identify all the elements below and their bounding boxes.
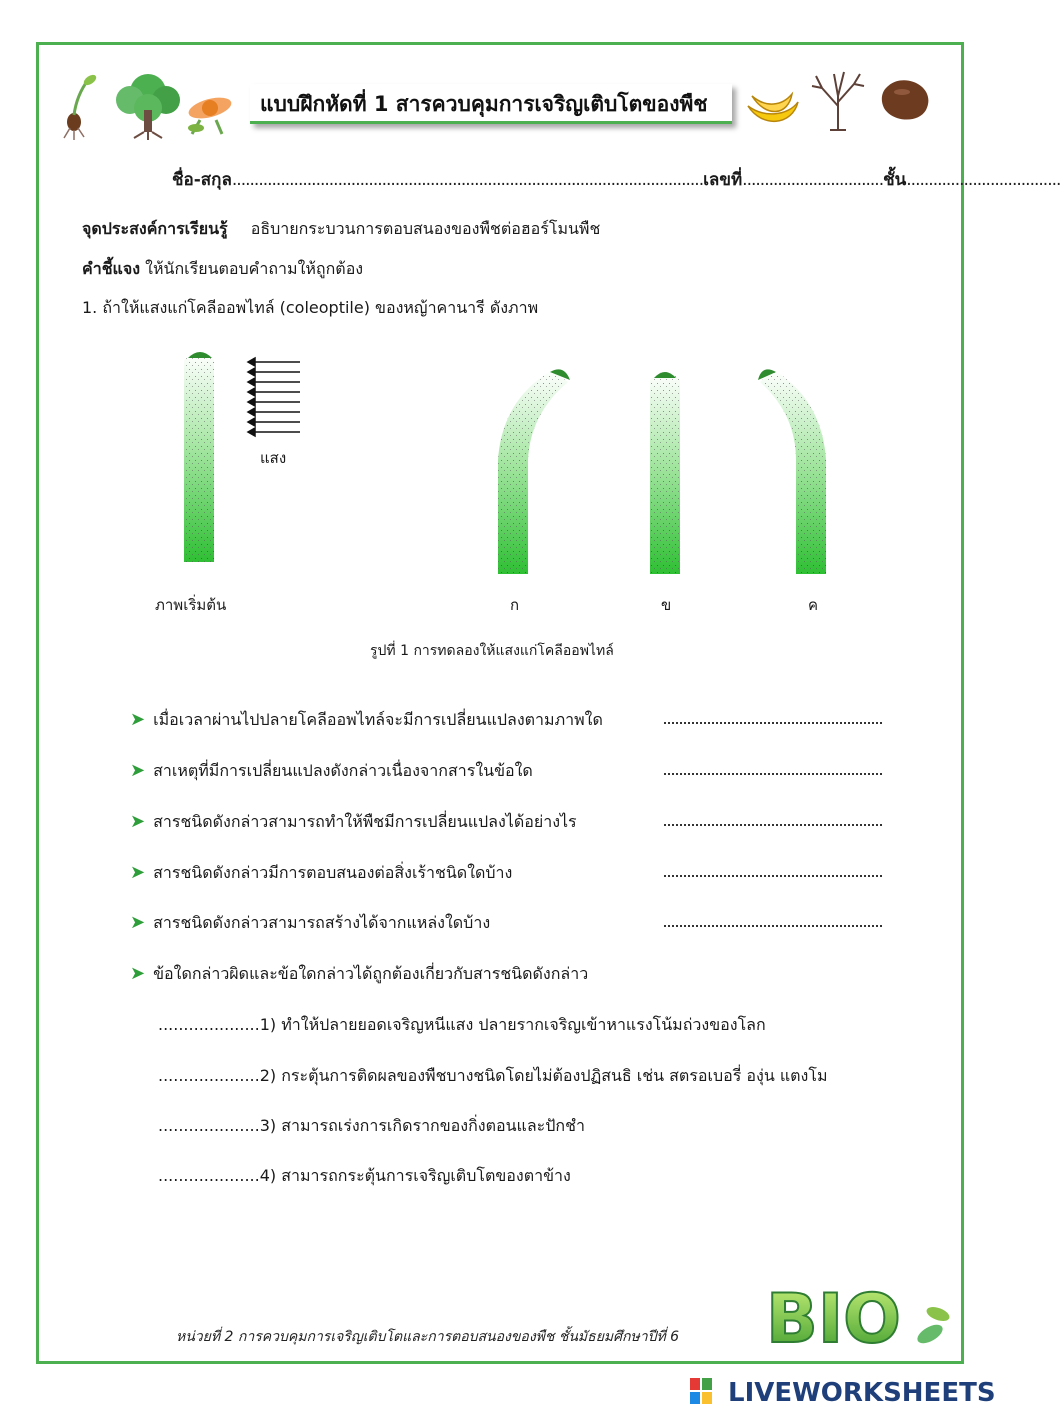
coleoptile-option-a (498, 369, 570, 574)
class-blank[interactable]: ................................... (906, 170, 1060, 190)
coleoptile-figure (140, 340, 860, 590)
instruction-label: คำชี้แจง (82, 259, 141, 278)
number-blank[interactable]: ................................ (742, 170, 884, 190)
header-left-illustrations (60, 70, 240, 142)
number-label: เลขที่ (703, 170, 743, 190)
tf-item[interactable]: ....................1) ทำให้ปลายยอดเจริญหนีแสง ปลายรากเจริญเข้าหาแรงโน้มถ่วงของโลก (158, 1015, 766, 1034)
answer-line[interactable] (664, 773, 882, 775)
instruction-text: ให้นักเรียนตอบคำถามให้ถูกต้อง (145, 259, 364, 278)
light-arrows (248, 358, 300, 436)
coleoptile-start (184, 352, 214, 562)
figure-caption: รูปที่ 1 การทดลองให้แสงแก่โคลีออพไทล์ (370, 643, 614, 659)
label-c: ค (808, 596, 819, 614)
arrow-bullet-icon: ➤ (130, 760, 146, 781)
label-start: ภาพเริ่มต้น (155, 596, 227, 614)
liveworksheets-logo-icon (690, 1378, 724, 1404)
question-item: ➤ สารชนิดดังกล่าวมีการตอบสนองต่อสิ่งเร้าชนิดใดบ้าง (130, 862, 513, 883)
name-blank[interactable]: ........................................................................................................... (231, 170, 704, 190)
question-1: 1. ถ้าให้แสงแก่โคลีออพไทล์ (coleoptile) ของหญ้าคานารี ดังภาพ (82, 298, 539, 317)
answer-line[interactable] (664, 722, 882, 724)
bio-logo-text: BIO (766, 1280, 901, 1359)
light-label: แสง (260, 449, 287, 467)
objective-label: จุดประสงค์การเรียนรู้ (82, 219, 228, 238)
answer-line[interactable] (664, 824, 882, 826)
question-item: ➤ เมื่อเวลาผ่านไปปลายโคลีออพไทล์จะมีการเปลี่ยนแปลงตามภาพใด (130, 709, 603, 730)
arrow-bullet-icon: ➤ (130, 963, 146, 984)
flower-icon (186, 94, 233, 134)
page-title: แบบฝึกหัดที่ 1 สารควบคุมการเจริญเติบโตของพืช (260, 92, 708, 116)
class-label: ชั้น (883, 170, 907, 190)
coleoptile-option-b (650, 372, 680, 574)
objective-text: อธิบายกระบวนการตอบสนองของพืชต่อฮอร์โมนพืช (250, 219, 601, 238)
tf-item[interactable]: ....................4) สามารถกระตุ้นการเจริญเติบโตของตาข้าง (158, 1166, 571, 1185)
liveworksheets-brand[interactable] (690, 1378, 996, 1408)
answer-line[interactable] (664, 925, 882, 927)
coleoptile-option-c (758, 369, 826, 574)
name-row (172, 166, 1060, 193)
tf-item[interactable]: ....................3) สามารถเร่งการเกิดรากของกิ่งตอนและปักชำ (158, 1116, 585, 1135)
liveworksheets-text: LIVEWORKSHEETS (728, 1378, 996, 1408)
header-right-illustrations (742, 66, 938, 142)
instruction-row (82, 257, 363, 282)
question-item: ➤ สารชนิดดังกล่าวสามารถสร้างได้จากแหล่งใดบ้าง (130, 912, 491, 933)
tf-item[interactable]: ....................2) กระตุ้นการติดผลของพืชบางชนิดโดยไม่ต้องปฏิสนธิ เช่น สตรอเบอรี่ องุ่น แตงโม (158, 1066, 828, 1085)
objective-row (82, 217, 600, 242)
question-item: ➤ ข้อใดกล่าวผิดและข้อใดกล่าวได้ถูกต้องเกี่ยวกับสารชนิดดังกล่าว (130, 963, 589, 984)
arrow-bullet-icon: ➤ (130, 862, 146, 883)
seedling-icon (64, 73, 98, 140)
label-a: ก (510, 596, 520, 614)
name-label: ชื่อ-สกุล (172, 170, 232, 190)
arrow-bullet-icon: ➤ (130, 912, 146, 933)
arrow-bullet-icon: ➤ (130, 709, 146, 730)
question-item: ➤ สาเหตุที่มีการเปลี่ยนแปลงดังกล่าวเนื่องจากสารในข้อใด (130, 760, 533, 781)
answer-line[interactable] (664, 875, 882, 877)
question-item: ➤ สารชนิดดังกล่าวสามารถทำให้พืชมีการเปลี่ยนแปลงได้อย่างไร (130, 811, 577, 832)
bare-tree-icon (812, 72, 864, 130)
tree-icon (116, 74, 180, 140)
bean-icon (882, 80, 929, 119)
label-b: ข (661, 596, 672, 614)
banana-icon (748, 94, 798, 121)
arrow-bullet-icon: ➤ (130, 811, 146, 832)
bio-logo (760, 1270, 956, 1370)
footer-text: หน่วยที่ 2 การควบคุมการเจริญเติบโตและการตอบสนองของพืช ชั้นมัธยมศึกษาปีที่ 6 (176, 1329, 680, 1345)
